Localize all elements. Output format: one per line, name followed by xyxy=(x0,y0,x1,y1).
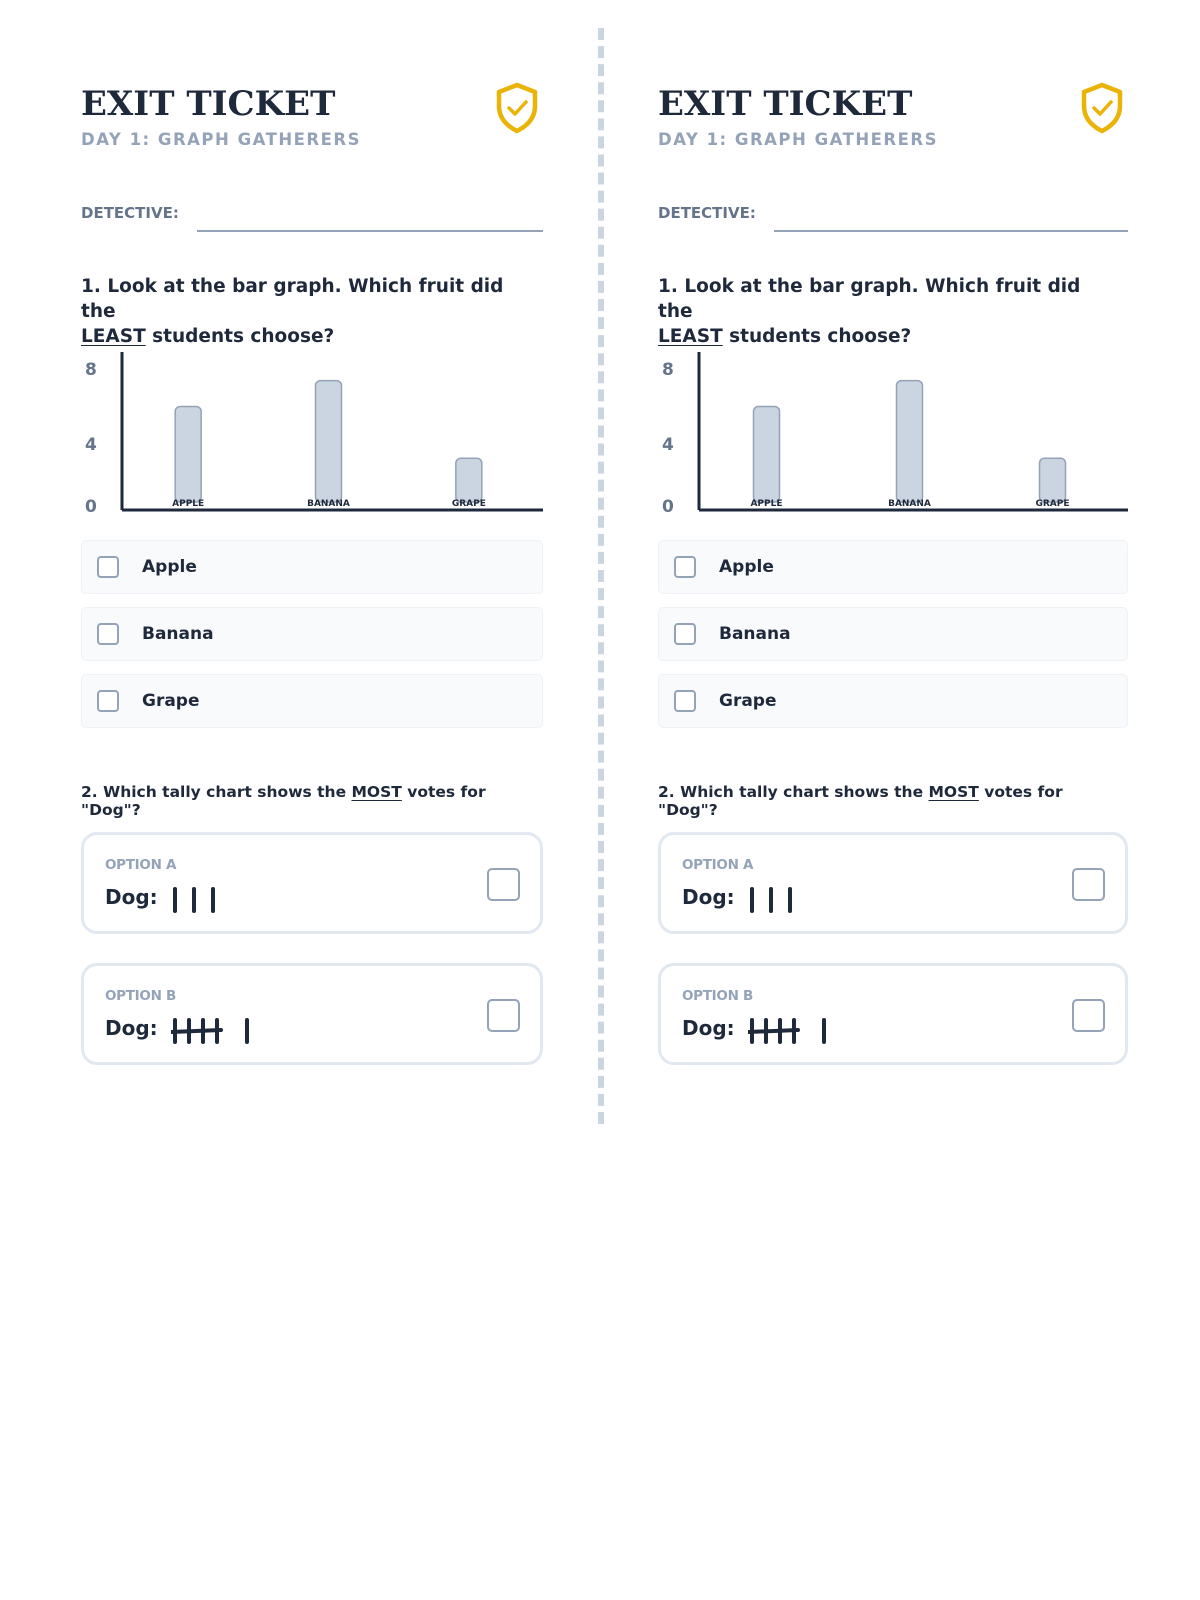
x-tick-label: BANANA xyxy=(888,499,931,509)
dog-label: Dog: xyxy=(105,1016,158,1040)
question-1: 1. Look at the bar graph. Which fruit did the LEAST students choose? xyxy=(81,276,504,347)
detective-name-line[interactable] xyxy=(197,230,543,232)
bar-grape xyxy=(456,458,482,502)
fruit-bar-chart xyxy=(658,348,1128,512)
shield-check-icon xyxy=(495,82,539,134)
exit-ticket-left xyxy=(81,0,543,1100)
x-tick-label: APPLE xyxy=(172,499,205,509)
option-a-card[interactable] xyxy=(658,832,1128,934)
y-tick-label: 4 xyxy=(662,435,674,455)
y-tick-label: 8 xyxy=(662,360,674,380)
choice-label: Grape xyxy=(142,691,200,711)
bar-banana xyxy=(897,381,923,502)
bar-apple xyxy=(754,407,780,503)
emphasis-most: MOST xyxy=(928,783,979,801)
cut-line-divider xyxy=(598,28,604,1124)
tally-cross-mark xyxy=(171,1030,221,1032)
detective-label: DETECTIVE: xyxy=(81,204,179,222)
checkbox[interactable] xyxy=(97,690,119,712)
choice-grape[interactable] xyxy=(658,674,1128,728)
choice-label: Banana xyxy=(719,624,791,644)
x-tick-label: BANANA xyxy=(307,499,350,509)
option-label: OPTION B xyxy=(682,988,753,1004)
option-b-checkbox[interactable] xyxy=(1072,999,1105,1032)
bar-apple xyxy=(175,407,201,503)
tally-marks xyxy=(171,1016,291,1046)
tally-marks xyxy=(171,885,291,915)
emphasis-most: MOST xyxy=(351,783,402,801)
x-tick-label: GRAPE xyxy=(1035,499,1070,509)
checkbox[interactable] xyxy=(97,556,119,578)
ticket-title: EXIT TICKET xyxy=(81,84,336,124)
exit-ticket-right xyxy=(658,0,1120,1100)
option-a-card[interactable] xyxy=(81,832,543,934)
option-b-card[interactable] xyxy=(658,963,1128,1065)
shield-check-icon xyxy=(1080,82,1124,134)
choice-label: Banana xyxy=(142,624,214,644)
y-tick-label: 8 xyxy=(85,360,97,380)
dog-label: Dog: xyxy=(682,1016,735,1040)
checkbox[interactable] xyxy=(674,623,696,645)
emphasis-least: LEAST xyxy=(81,326,146,347)
tally-marks xyxy=(748,1016,868,1046)
answer-choices xyxy=(658,540,1128,741)
choice-apple[interactable] xyxy=(658,540,1128,594)
option-b-card[interactable] xyxy=(81,963,543,1065)
checkbox[interactable] xyxy=(674,556,696,578)
y-tick-label: 0 xyxy=(85,497,97,512)
checkbox[interactable] xyxy=(97,623,119,645)
tally-marks xyxy=(748,885,868,915)
question-2: 2. Which tally chart shows the MOST votes for "Dog"? xyxy=(81,783,486,819)
bar-grape xyxy=(1040,458,1066,502)
option-b-checkbox[interactable] xyxy=(487,999,520,1032)
choice-grape[interactable] xyxy=(81,674,543,728)
choice-label: Apple xyxy=(142,557,197,577)
option-label: OPTION A xyxy=(682,857,754,873)
x-tick-label: GRAPE xyxy=(451,499,486,509)
choice-label: Grape xyxy=(719,691,777,711)
bar-banana xyxy=(316,381,342,502)
option-a-checkbox[interactable] xyxy=(1072,868,1105,901)
answer-choices xyxy=(81,540,543,741)
choice-label: Apple xyxy=(719,557,774,577)
dog-label: Dog: xyxy=(682,885,735,909)
fruit-bar-chart xyxy=(81,348,543,512)
question-2: 2. Which tally chart shows the MOST votes for "Dog"? xyxy=(658,783,1063,819)
choice-banana[interactable] xyxy=(81,607,543,661)
emphasis-least: LEAST xyxy=(658,326,723,347)
choice-banana[interactable] xyxy=(658,607,1128,661)
option-a-checkbox[interactable] xyxy=(487,868,520,901)
detective-label: DETECTIVE: xyxy=(658,204,756,222)
choice-apple[interactable] xyxy=(81,540,543,594)
ticket-subtitle: DAY 1: GRAPH GATHERERS xyxy=(81,130,362,149)
checkbox[interactable] xyxy=(674,690,696,712)
question-1: 1. Look at the bar graph. Which fruit did the LEAST students choose? xyxy=(658,276,1081,347)
y-tick-label: 4 xyxy=(85,435,97,455)
dog-label: Dog: xyxy=(105,885,158,909)
ticket-title: EXIT TICKET xyxy=(658,84,913,124)
option-label: OPTION B xyxy=(105,988,176,1004)
tally-cross-mark xyxy=(748,1030,798,1032)
y-tick-label: 0 xyxy=(662,497,674,512)
detective-name-line[interactable] xyxy=(774,230,1128,232)
option-label: OPTION A xyxy=(105,857,177,873)
x-tick-label: APPLE xyxy=(750,499,783,509)
ticket-subtitle: DAY 1: GRAPH GATHERERS xyxy=(658,130,939,149)
